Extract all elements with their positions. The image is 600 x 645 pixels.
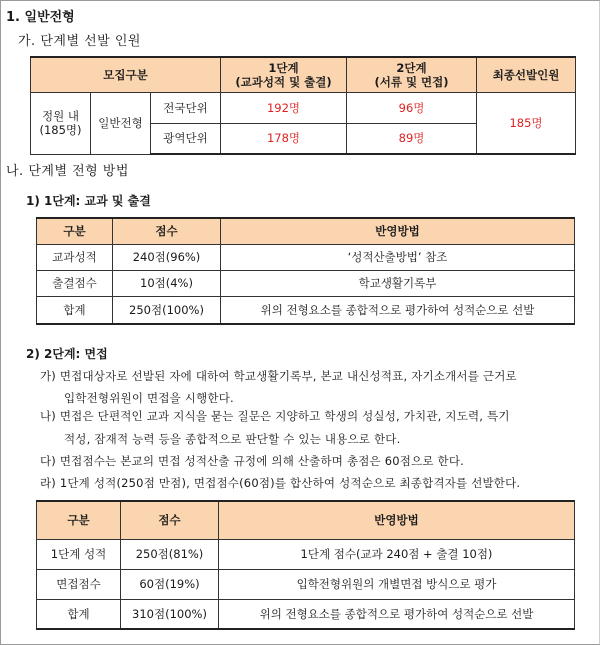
cell-method: ‘성적산출방법’ 참조 (221, 244, 575, 270)
selection-count-table (30, 56, 576, 155)
cell-method: 위의 전형요소를 종합적으로 평가하여 성적순으로 선발 (219, 599, 575, 629)
cell-method: 학교생활기록부 (221, 270, 575, 296)
paragraph-line: 입학전형위원이 면접을 시행한다. (64, 391, 234, 405)
header-stage1: 1단계 (교과성적 및 출결) (221, 57, 347, 92)
table-row (37, 296, 575, 324)
final-value: 185명 (477, 92, 576, 154)
header-score: 점수 (113, 218, 221, 244)
paragraph-line: 나) 면접은 단편적인 교과 지식을 묻는 질문은 지양하고 학생의 성실성, 가치관, 지도력, 특기 (40, 409, 510, 423)
cell-method: 1단계 점수(교과 240점 + 출결 10점) (219, 539, 575, 569)
cell-score: 250점(81%) (121, 539, 219, 569)
header-method: 반영방법 (221, 218, 575, 244)
subsection-title-na: 나. 단계별 전형 방법 (6, 164, 129, 179)
stage1-value: 192명 (221, 92, 347, 123)
cell-method: 위의 전형요소를 종합적으로 평가하여 성적순으로 선발 (221, 296, 575, 324)
table-row (37, 270, 575, 296)
header-division: 구분 (37, 501, 121, 539)
step1-title: 1) 1단계: 교과 및 출결 (26, 194, 151, 208)
stage2-value: 89명 (347, 123, 477, 154)
cell-score: 310점(100%) (121, 599, 219, 629)
paragraph-line: 라) 1단계 성적(250점 만점), 면접점수(60점)를 합산하여 성적순으로 최종합격자를 선발한다. (40, 476, 521, 490)
section-title: 1. 일반전형 (6, 10, 75, 25)
table-row (37, 599, 575, 629)
group-cell: 정원 내 (185명) (31, 92, 91, 154)
stage1-score-table (36, 217, 575, 325)
header-category: 모집구분 (31, 57, 221, 92)
paragraph-line: 다) 면접점수는 본교의 면접 성적산출 규정에 의해 산출하며 총점은 60점으로 한다. (40, 454, 465, 468)
cell-division: 출결점수 (37, 270, 113, 296)
stage2-value: 96명 (347, 92, 477, 123)
stage1-value: 178명 (221, 123, 347, 154)
header-score: 점수 (121, 501, 219, 539)
cell-score: 10점(4%) (113, 270, 221, 296)
cell-division: 면접점수 (37, 569, 121, 599)
table-row (37, 539, 575, 569)
cell-division: 교과성적 (37, 244, 113, 270)
subsection-title-ga: 가. 단계별 선발 인원 (18, 34, 141, 49)
header-final: 최종선발인원 (477, 57, 576, 92)
header-stage2: 2단계 (서류 및 면접) (347, 57, 477, 92)
cell-score: 240점(96%) (113, 244, 221, 270)
step2-title: 2) 2단계: 면접 (26, 347, 108, 361)
stage2-score-table (36, 500, 575, 630)
cell-method: 입학전형위원의 개별면접 방식으로 평가 (219, 569, 575, 599)
cell-division: 1단계 성적 (37, 539, 121, 569)
paragraph-line: 가) 면접대상자로 선발된 자에 대하여 학교생활기록부, 본교 내신성적표, 자기소개서를 근거로 (40, 369, 517, 383)
table-row (37, 244, 575, 270)
cell-division: 합계 (37, 599, 121, 629)
header-method: 반영방법 (219, 501, 575, 539)
paragraph-line: 적성, 잠재적 능력 등을 종합적으로 판단할 수 있는 내용으로 한다. (64, 432, 401, 446)
type-cell: 일반전형 (91, 92, 151, 154)
header-division: 구분 (37, 218, 113, 244)
cell-score: 250점(100%) (113, 296, 221, 324)
table-row (37, 569, 575, 599)
cell-score: 60점(19%) (121, 569, 219, 599)
unit-cell: 전국단위 (151, 92, 221, 123)
unit-cell: 광역단위 (151, 123, 221, 154)
cell-division: 합계 (37, 296, 113, 324)
